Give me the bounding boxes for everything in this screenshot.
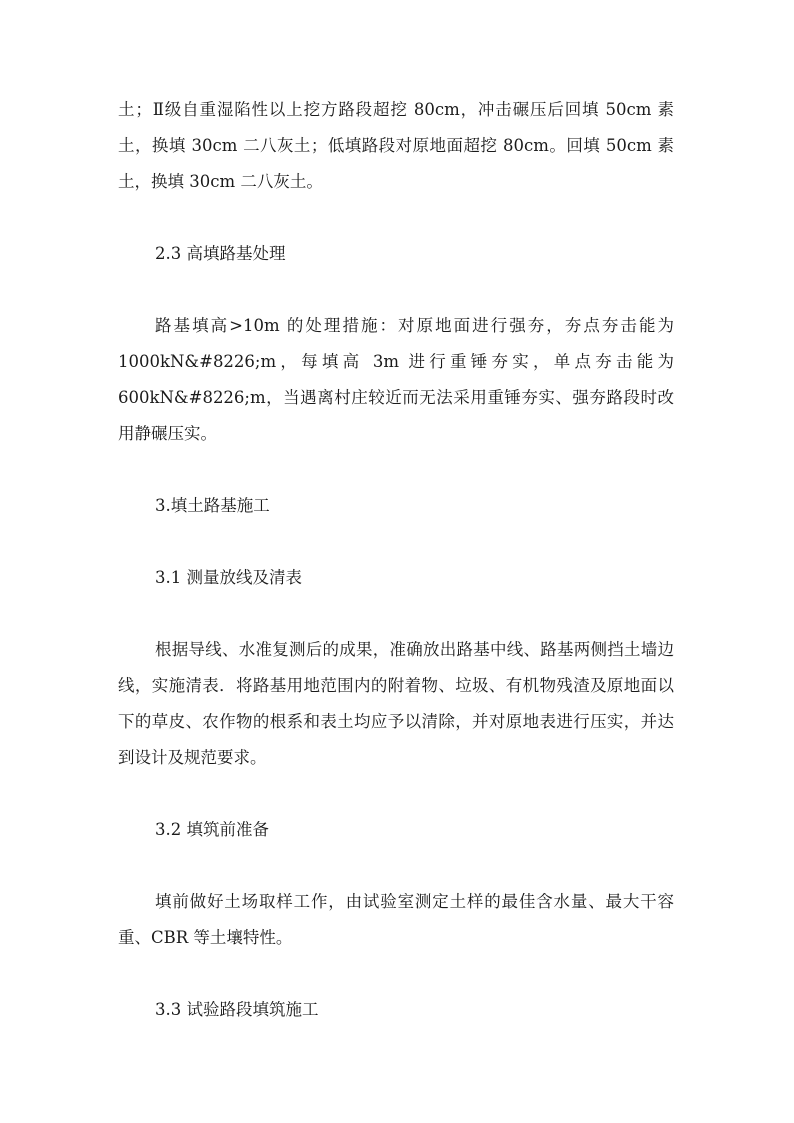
section-heading-3-1: 3.1 测量放线及清表 [155, 568, 302, 587]
section-heading-3-2: 3.2 填筑前准备 [155, 820, 269, 839]
paragraph-backfill-spec: 土；Ⅱ级自重湿陷性以上挖方路段超挖 80cm，冲击碾压后回填 50cm 素土，换填 30cm 二八灰土；低填路段对原地面超挖 80cm。回填 50cm 素土，换填 30cm 二八灰土。 [118, 100, 674, 191]
section-heading-3-3: 3.3 试验路段填筑施工 [155, 1000, 319, 1019]
paragraph-gap [118, 272, 674, 308]
paragraph-gap [118, 200, 674, 236]
paragraph-gap [118, 776, 674, 812]
paragraph-gap [118, 848, 674, 884]
paragraph-high-fill-treatment: 路基填高>10m 的处理措施：对原地面进行强夯，夯点夯击能为 1000kN&#8226;m，每填高 3m 进行重锤夯实，单点夯击能为 600kN&#8226;m，当遇离村庄较近而无法采用重锤夯实、强夯路段时改用静碾压实。 [118, 316, 674, 443]
paragraph-gap [118, 956, 674, 992]
paragraph-survey-clearing: 根据导线、水准复测后的成果，准确放出路基中线、路基两侧挡土墙边线，实施清表．将路基用地范围内的附着物、垃圾、有机物残渣及原地面以下的草皮、农作物的根系和表土均应予以清除，并对原地表进行压实，并达到设计及规范要求。 [118, 640, 674, 767]
paragraph-gap [118, 452, 674, 488]
section-heading-2-3: 2.3 高填路基处理 [155, 244, 286, 263]
section-heading-3: 3.填土路基施工 [155, 496, 270, 515]
paragraph-gap [118, 524, 674, 560]
document-body [118, 92, 674, 1028]
paragraph-gap [118, 596, 674, 632]
paragraph-fill-preparation: 填前做好土场取样工作，由试验室测定土样的最佳含水量、最大干容重、CBR 等土壤特性。 [118, 892, 674, 947]
